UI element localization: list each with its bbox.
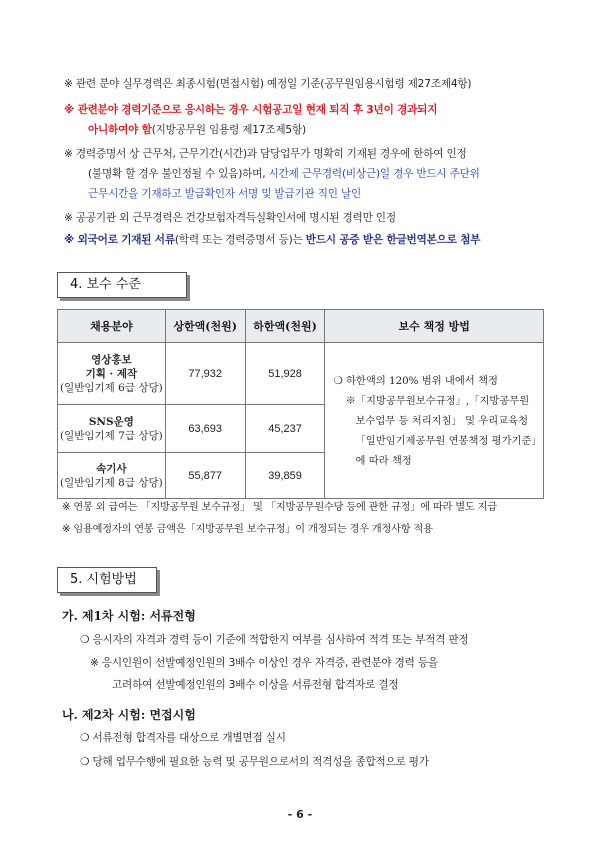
- note-retirement-emphasis: 아니하여야 함: [88, 124, 152, 136]
- note-certificate-plain: (불명확 할 경우 불인정될 수 있음)하며,: [88, 168, 269, 180]
- field-grade: (일반임기제 7급 상당): [60, 429, 163, 442]
- method-line-3: 보수업무 등 처리지침」 및 우리교육청: [355, 414, 529, 427]
- table-row: [58, 343, 544, 405]
- note-foreign-docs: [64, 233, 554, 248]
- exam-first-title: 가. 제1차 시험: 서류전형: [62, 609, 196, 623]
- field-name: 영상홍보: [91, 353, 132, 366]
- note-foreign-d: 으로 첨부: [436, 234, 481, 246]
- method-line-1: ❍ 하한액의 120% 범위 내에서 책정: [333, 374, 498, 387]
- pay-method: [325, 343, 544, 499]
- exam-second-item-2: ❍ 당해 업무수행에 필요한 능력 및 공무원으로서의 적격성을 종합적으로 평가: [80, 756, 429, 768]
- exam-second-item-1: ❍ 서류전형 합격자를 대상으로 개별면접 실시: [80, 732, 286, 744]
- note-certificate: ※ 경력증명서 상 근무처, 근무기간(시간)과 담당업무가 명확히 기재된 경우에 한하여 인정: [64, 148, 467, 160]
- note-retirement-rule-cont: [88, 123, 558, 138]
- note-non-public: ※ 공공기관 외 근무경력은 건강보험자격득실확인서에 명시된 경력만 인정: [64, 212, 396, 224]
- note-salary-revision: ※ 임용예정자의 연봉 금액은「지방공무원 보수규정」이 개정되는 경우 개정사항 적용: [62, 524, 433, 535]
- field-sns: [58, 405, 166, 453]
- lower-amount: 39,859: [245, 453, 325, 499]
- note-certificate-cont: [88, 167, 558, 182]
- exam-first-note-cont: 고려하여 선발예정인원의 3배수 이상을 서류전형 합격자로 결정: [112, 679, 399, 691]
- note-foreign-b: (학력 또는 경력증명서 등)는: [174, 234, 306, 246]
- field-stenographer: [58, 453, 166, 499]
- section-5-heading: 5. 시험방법: [57, 567, 157, 593]
- method-line-4: 「일반임기제공무원 연봉책정 평가기준」: [355, 434, 542, 447]
- field-name: 속기사: [96, 462, 127, 475]
- field-name-line2: 기획 · 제작: [85, 367, 138, 380]
- header-upper: 상한액(천원): [165, 310, 245, 343]
- exam-first-item: ❍ 응시자의 자격과 경력 등이 기준에 적합한지 여부를 심사하여 적격 또는 부적격 판정: [80, 634, 469, 646]
- pay-table-header: [58, 310, 544, 343]
- method-line-5: 에 따라 책정: [355, 454, 412, 467]
- note-experience-basis: ※ 관련 분야 실무경력은 최종시험(면접시험) 예정일 기준(공무원임용시험령 제27조제4항): [64, 78, 472, 90]
- field-name: SNS운영: [88, 415, 134, 428]
- field-video: [58, 343, 166, 405]
- header-method: 보수 책정 방법: [325, 310, 544, 343]
- pay-table: [57, 309, 544, 499]
- note-certificate-parttime: 시간제 근무경력(비상근)일 경우 반드시 주단위: [268, 168, 480, 180]
- note-other-pay: ※ 연봉 외 급여는 「지방공무원 보수규정」 및 「지방공무원수당 등에 관한 규정」에 따라 별도 지급: [62, 502, 497, 513]
- header-field: 채용분야: [58, 310, 166, 343]
- page-number: - 6 -: [287, 808, 313, 821]
- section-4-heading: 4. 보수 수준: [57, 272, 187, 298]
- note-foreign-a: 외국어로 기재된 서류: [77, 234, 175, 246]
- exam-first-note: ※ 응시인원이 선발예정인원의 3배수 이상인 경우 자격증, 관련분야 경력 등을: [90, 657, 438, 669]
- method-line-2: ※「지방공무원보수규정」,「지방공무원: [345, 394, 530, 407]
- note-foreign-c: 반드시 공증 받은 한글번역본: [305, 234, 437, 246]
- lower-amount: 51,928: [245, 343, 325, 405]
- note-retirement-rule: ※ 관련분야 경력기준으로 응시하는 경우 시험공고일 현재 퇴직 후 3년이 경과되지: [64, 104, 438, 116]
- upper-amount: 63,693: [165, 405, 245, 453]
- lower-amount: 45,237: [245, 405, 325, 453]
- note-retirement-ref: (지방공무원 임용령 제17조제5항): [151, 124, 306, 136]
- header-lower: 하한액(천원): [245, 310, 325, 343]
- note-foreign-mark: ※: [64, 234, 78, 246]
- field-grade: (일반임기제 6급 상당): [60, 381, 163, 394]
- upper-amount: 77,932: [165, 343, 245, 405]
- exam-second-title: 나. 제2차 시험: 면접시험: [62, 708, 196, 722]
- note-certificate-parttime-cont: 근무시간을 기재하고 발급확인자 서명 및 발급기관 직인 날인: [88, 188, 362, 200]
- upper-amount: 55,877: [165, 453, 245, 499]
- field-grade: (일반임기제 8급 상당): [60, 476, 163, 489]
